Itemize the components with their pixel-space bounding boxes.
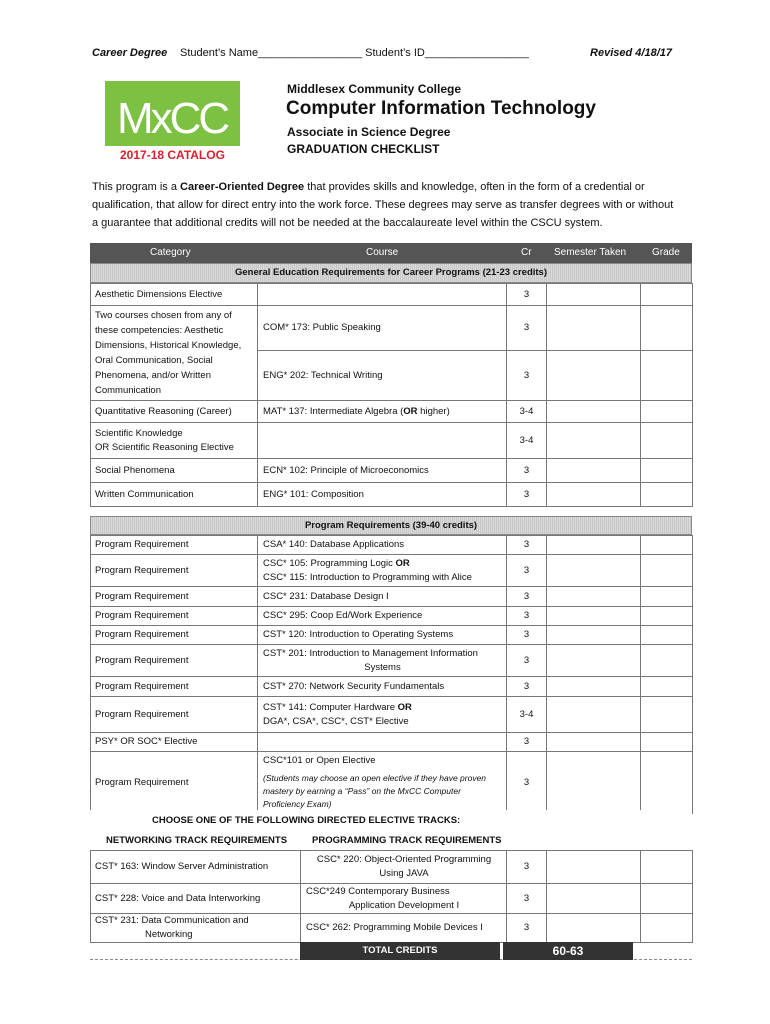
grade-cell[interactable] bbox=[641, 851, 693, 884]
credit-cell: 3 bbox=[507, 351, 547, 401]
semester-cell[interactable] bbox=[547, 697, 641, 733]
program-title: Computer Information Technology bbox=[286, 98, 596, 119]
grade-cell[interactable] bbox=[641, 914, 693, 943]
credit-cell: 3-4 bbox=[507, 423, 547, 459]
grade-cell[interactable] bbox=[641, 697, 693, 733]
table-row bbox=[91, 587, 693, 607]
credit-cell: 3 bbox=[507, 306, 547, 351]
grade-cell[interactable] bbox=[641, 306, 693, 351]
col-course: Course bbox=[366, 247, 399, 258]
category-cell: Program Requirement bbox=[91, 645, 258, 677]
table-row bbox=[91, 483, 693, 507]
category-cell: Social Phenomena bbox=[91, 459, 258, 483]
credit-cell: 3 bbox=[507, 884, 547, 914]
table-row bbox=[91, 607, 693, 626]
grade-cell[interactable] bbox=[641, 733, 693, 752]
career-degree-label: Career Degree bbox=[92, 47, 168, 59]
semester-cell[interactable] bbox=[547, 483, 641, 507]
credit-cell: 3 bbox=[507, 284, 547, 306]
credit-cell: 3 bbox=[507, 587, 547, 607]
networking-header: NETWORKING TRACK REQUIREMENTS bbox=[106, 835, 288, 846]
student-fields: Student’s Name_________________ Student’s ID_________________ bbox=[180, 47, 529, 59]
top-header-line bbox=[92, 47, 672, 63]
grade-cell[interactable] bbox=[641, 401, 693, 423]
category-cell: Scientific Knowledge OR Scientific Reasoning Elective bbox=[91, 423, 258, 459]
grade-cell[interactable] bbox=[641, 483, 693, 507]
total-credits-label: TOTAL CREDITS bbox=[300, 942, 500, 960]
semester-cell[interactable] bbox=[547, 555, 641, 587]
networking-cell: CST* 163: Window Server Administration bbox=[91, 851, 301, 884]
credit-cell: 3-4 bbox=[507, 697, 547, 733]
course-cell: CSA* 140: Database Applications bbox=[258, 536, 507, 555]
intro-paragraph: This program is a Career-Oriented Degree that provides skills and knowledge, often in the form of a credential or qualification, that allow for direct entry into the work force. These degrees may serve as transfer degrees with or without a guarantee that additional credits will not be needed at the baccalaureate level within the CSCU system. bbox=[92, 181, 674, 229]
programming-cell: CSC* 220: Object-Oriented Programming Using JAVA bbox=[301, 851, 507, 884]
course-cell[interactable] bbox=[258, 423, 507, 459]
programming-header: PROGRAMMING TRACK REQUIREMENTS bbox=[312, 835, 502, 846]
credit-cell: 3 bbox=[507, 645, 547, 677]
grade-cell[interactable] bbox=[641, 284, 693, 306]
course-cell: CST* 141: Computer Hardware OR DGA*, CSA*, CSC*, CST* Elective bbox=[258, 697, 507, 733]
category-cell: Program Requirement bbox=[91, 536, 258, 555]
semester-cell[interactable] bbox=[547, 401, 641, 423]
mxcc-logo bbox=[105, 81, 240, 146]
revised-date: Revised 4/18/17 bbox=[590, 47, 672, 59]
program-band bbox=[90, 516, 692, 535]
course-cell: MAT* 137: Intermediate Algebra (OR higher) bbox=[258, 401, 507, 423]
semester-cell[interactable] bbox=[547, 536, 641, 555]
table-row bbox=[91, 306, 693, 351]
intro-bold: Career-Oriented Degree bbox=[180, 181, 305, 193]
category-cell: Two courses chosen from any of these competencies: Aesthetic Dimensions, Historical Knowledge, Oral Communication, Social Phenomena, and/or Written Communication bbox=[91, 306, 258, 401]
course-cell: CST* 120: Introduction to Operating Systems bbox=[258, 626, 507, 645]
table-row bbox=[91, 459, 693, 483]
gen-ed-table bbox=[90, 283, 693, 507]
table-row bbox=[91, 752, 693, 814]
category-cell: Written Communication bbox=[91, 483, 258, 507]
college-name: Middlesex Community College bbox=[287, 82, 462, 96]
networking-cell: CST* 228: Voice and Data Interworking bbox=[91, 884, 301, 914]
credit-cell: 3 bbox=[507, 677, 547, 697]
category-cell: Quantitative Reasoning (Career) bbox=[91, 401, 258, 423]
category-cell: Aesthetic Dimensions Elective bbox=[91, 284, 258, 306]
category-cell: Program Requirement bbox=[91, 607, 258, 626]
programming-cell: CSC*249 Contemporary Business Application Development I bbox=[301, 884, 507, 914]
table-row bbox=[91, 884, 693, 914]
semester-cell[interactable] bbox=[547, 645, 641, 677]
grade-cell[interactable] bbox=[641, 459, 693, 483]
credit-cell: 3 bbox=[507, 536, 547, 555]
credit-cell: 3 bbox=[507, 914, 547, 943]
semester-cell[interactable] bbox=[547, 733, 641, 752]
semester-cell[interactable] bbox=[547, 306, 641, 351]
grade-cell[interactable] bbox=[641, 423, 693, 459]
course-cell: CSC* 231: Database Design I bbox=[258, 587, 507, 607]
semester-cell[interactable] bbox=[547, 752, 641, 814]
credit-cell: 3 bbox=[507, 851, 547, 884]
semester-cell[interactable] bbox=[547, 587, 641, 607]
table-row bbox=[91, 626, 693, 645]
grade-cell[interactable] bbox=[641, 587, 693, 607]
col-cr: Cr bbox=[521, 247, 532, 258]
grade-cell[interactable] bbox=[641, 607, 693, 626]
grade-cell[interactable] bbox=[641, 645, 693, 677]
semester-cell[interactable] bbox=[547, 607, 641, 626]
col-semester: Semester Taken bbox=[554, 247, 627, 258]
tracks-header-row bbox=[90, 830, 692, 850]
total-credits-row bbox=[90, 942, 692, 960]
table-row bbox=[91, 284, 693, 306]
grade-cell[interactable] bbox=[641, 677, 693, 697]
category-cell: Program Requirement bbox=[91, 555, 258, 587]
credit-cell: 3 bbox=[507, 733, 547, 752]
semester-cell[interactable] bbox=[547, 626, 641, 645]
semester-cell[interactable] bbox=[547, 351, 641, 401]
catalog-year: 2017-18 CATALOG bbox=[120, 148, 225, 162]
category-cell: Program Requirement bbox=[91, 697, 258, 733]
table-row bbox=[91, 914, 693, 943]
grade-cell[interactable] bbox=[641, 626, 693, 645]
category-cell: Program Requirement bbox=[91, 677, 258, 697]
category-cell: Program Requirement bbox=[91, 626, 258, 645]
checklist-title: GRADUATION CHECKLIST bbox=[287, 142, 440, 156]
networking-cell: CST* 231: Data Communication and Networking bbox=[91, 914, 301, 943]
category-cell: PSY* OR SOC* Elective bbox=[91, 733, 258, 752]
course-cell: ENG* 202: Technical Writing bbox=[258, 351, 507, 401]
table-row bbox=[91, 555, 693, 587]
program-title-band: Program Requirements (39-40 credits) bbox=[304, 520, 478, 531]
credit-cell: 3 bbox=[507, 607, 547, 626]
category-cell: Program Requirement bbox=[91, 752, 258, 814]
gen-ed-title: General Education Requirements for Career Programs (21-23 credits) bbox=[234, 267, 548, 278]
credit-cell: 3 bbox=[507, 752, 547, 814]
col-category: Category bbox=[150, 247, 191, 258]
tracks-table bbox=[90, 850, 693, 943]
gen-ed-band bbox=[90, 263, 692, 283]
column-header-row bbox=[90, 243, 692, 263]
credit-cell: 3-4 bbox=[507, 401, 547, 423]
total-credits-value: 60-63 bbox=[503, 942, 633, 960]
semester-cell[interactable] bbox=[547, 423, 641, 459]
tracks-choose-row bbox=[90, 810, 692, 830]
table-row bbox=[91, 423, 693, 459]
semester-cell[interactable] bbox=[547, 459, 641, 483]
logo-text: MxCC bbox=[117, 94, 228, 143]
programming-cell: CSC* 262: Programming Mobile Devices I bbox=[301, 914, 507, 943]
course-cell: CSC* 295: Coop Ed/Work Experience bbox=[258, 607, 507, 626]
credit-cell: 3 bbox=[507, 626, 547, 645]
table-row bbox=[91, 697, 693, 733]
semester-cell[interactable] bbox=[547, 884, 641, 914]
course-cell: CSC* 105: Programming Logic OR CSC* 115: Introduction to Programming with Alice bbox=[258, 555, 507, 587]
table-row bbox=[91, 851, 693, 884]
grade-cell[interactable] bbox=[641, 555, 693, 587]
category-cell: Program Requirement bbox=[91, 587, 258, 607]
course-cell: ENG* 101: Composition bbox=[258, 483, 507, 507]
table-row bbox=[91, 677, 693, 697]
table-row bbox=[91, 733, 693, 752]
course-cell: COM* 173: Public Speaking bbox=[258, 306, 507, 351]
grade-cell[interactable] bbox=[641, 752, 693, 814]
semester-cell[interactable] bbox=[547, 914, 641, 943]
credit-cell: 3 bbox=[507, 483, 547, 507]
degree-type: Associate in Science Degree bbox=[287, 125, 451, 139]
credit-cell: 3 bbox=[507, 459, 547, 483]
course-cell[interactable] bbox=[258, 733, 507, 752]
col-grade: Grade bbox=[652, 247, 680, 258]
course-cell: CST* 201: Introduction to Management Information Systems bbox=[258, 645, 507, 677]
grade-cell[interactable] bbox=[641, 351, 693, 401]
mxcc-logo-mark bbox=[105, 81, 240, 146]
course-cell: CST* 270: Network Security Fundamentals bbox=[258, 677, 507, 697]
credit-cell: 3 bbox=[507, 555, 547, 587]
tracks-choose-text: CHOOSE ONE OF THE FOLLOWING DIRECTED ELECTIVE TRACKS: bbox=[152, 815, 461, 826]
program-table bbox=[90, 535, 693, 814]
table-row bbox=[91, 401, 693, 423]
semester-cell[interactable] bbox=[547, 677, 641, 697]
table-row bbox=[91, 645, 693, 677]
table-row bbox=[91, 536, 693, 555]
course-cell[interactable] bbox=[258, 284, 507, 306]
course-cell: CSC*101 or Open Elective (Students may choose an open elective if they have proven mastery by earning a “Pass” on the MxCC Computer Proficiency Exam) bbox=[258, 752, 507, 814]
course-cell: ECN* 102: Principle of Microeconomics bbox=[258, 459, 507, 483]
semester-cell[interactable] bbox=[547, 851, 641, 884]
grade-cell[interactable] bbox=[641, 884, 693, 914]
grade-cell[interactable] bbox=[641, 536, 693, 555]
semester-cell[interactable] bbox=[547, 284, 641, 306]
